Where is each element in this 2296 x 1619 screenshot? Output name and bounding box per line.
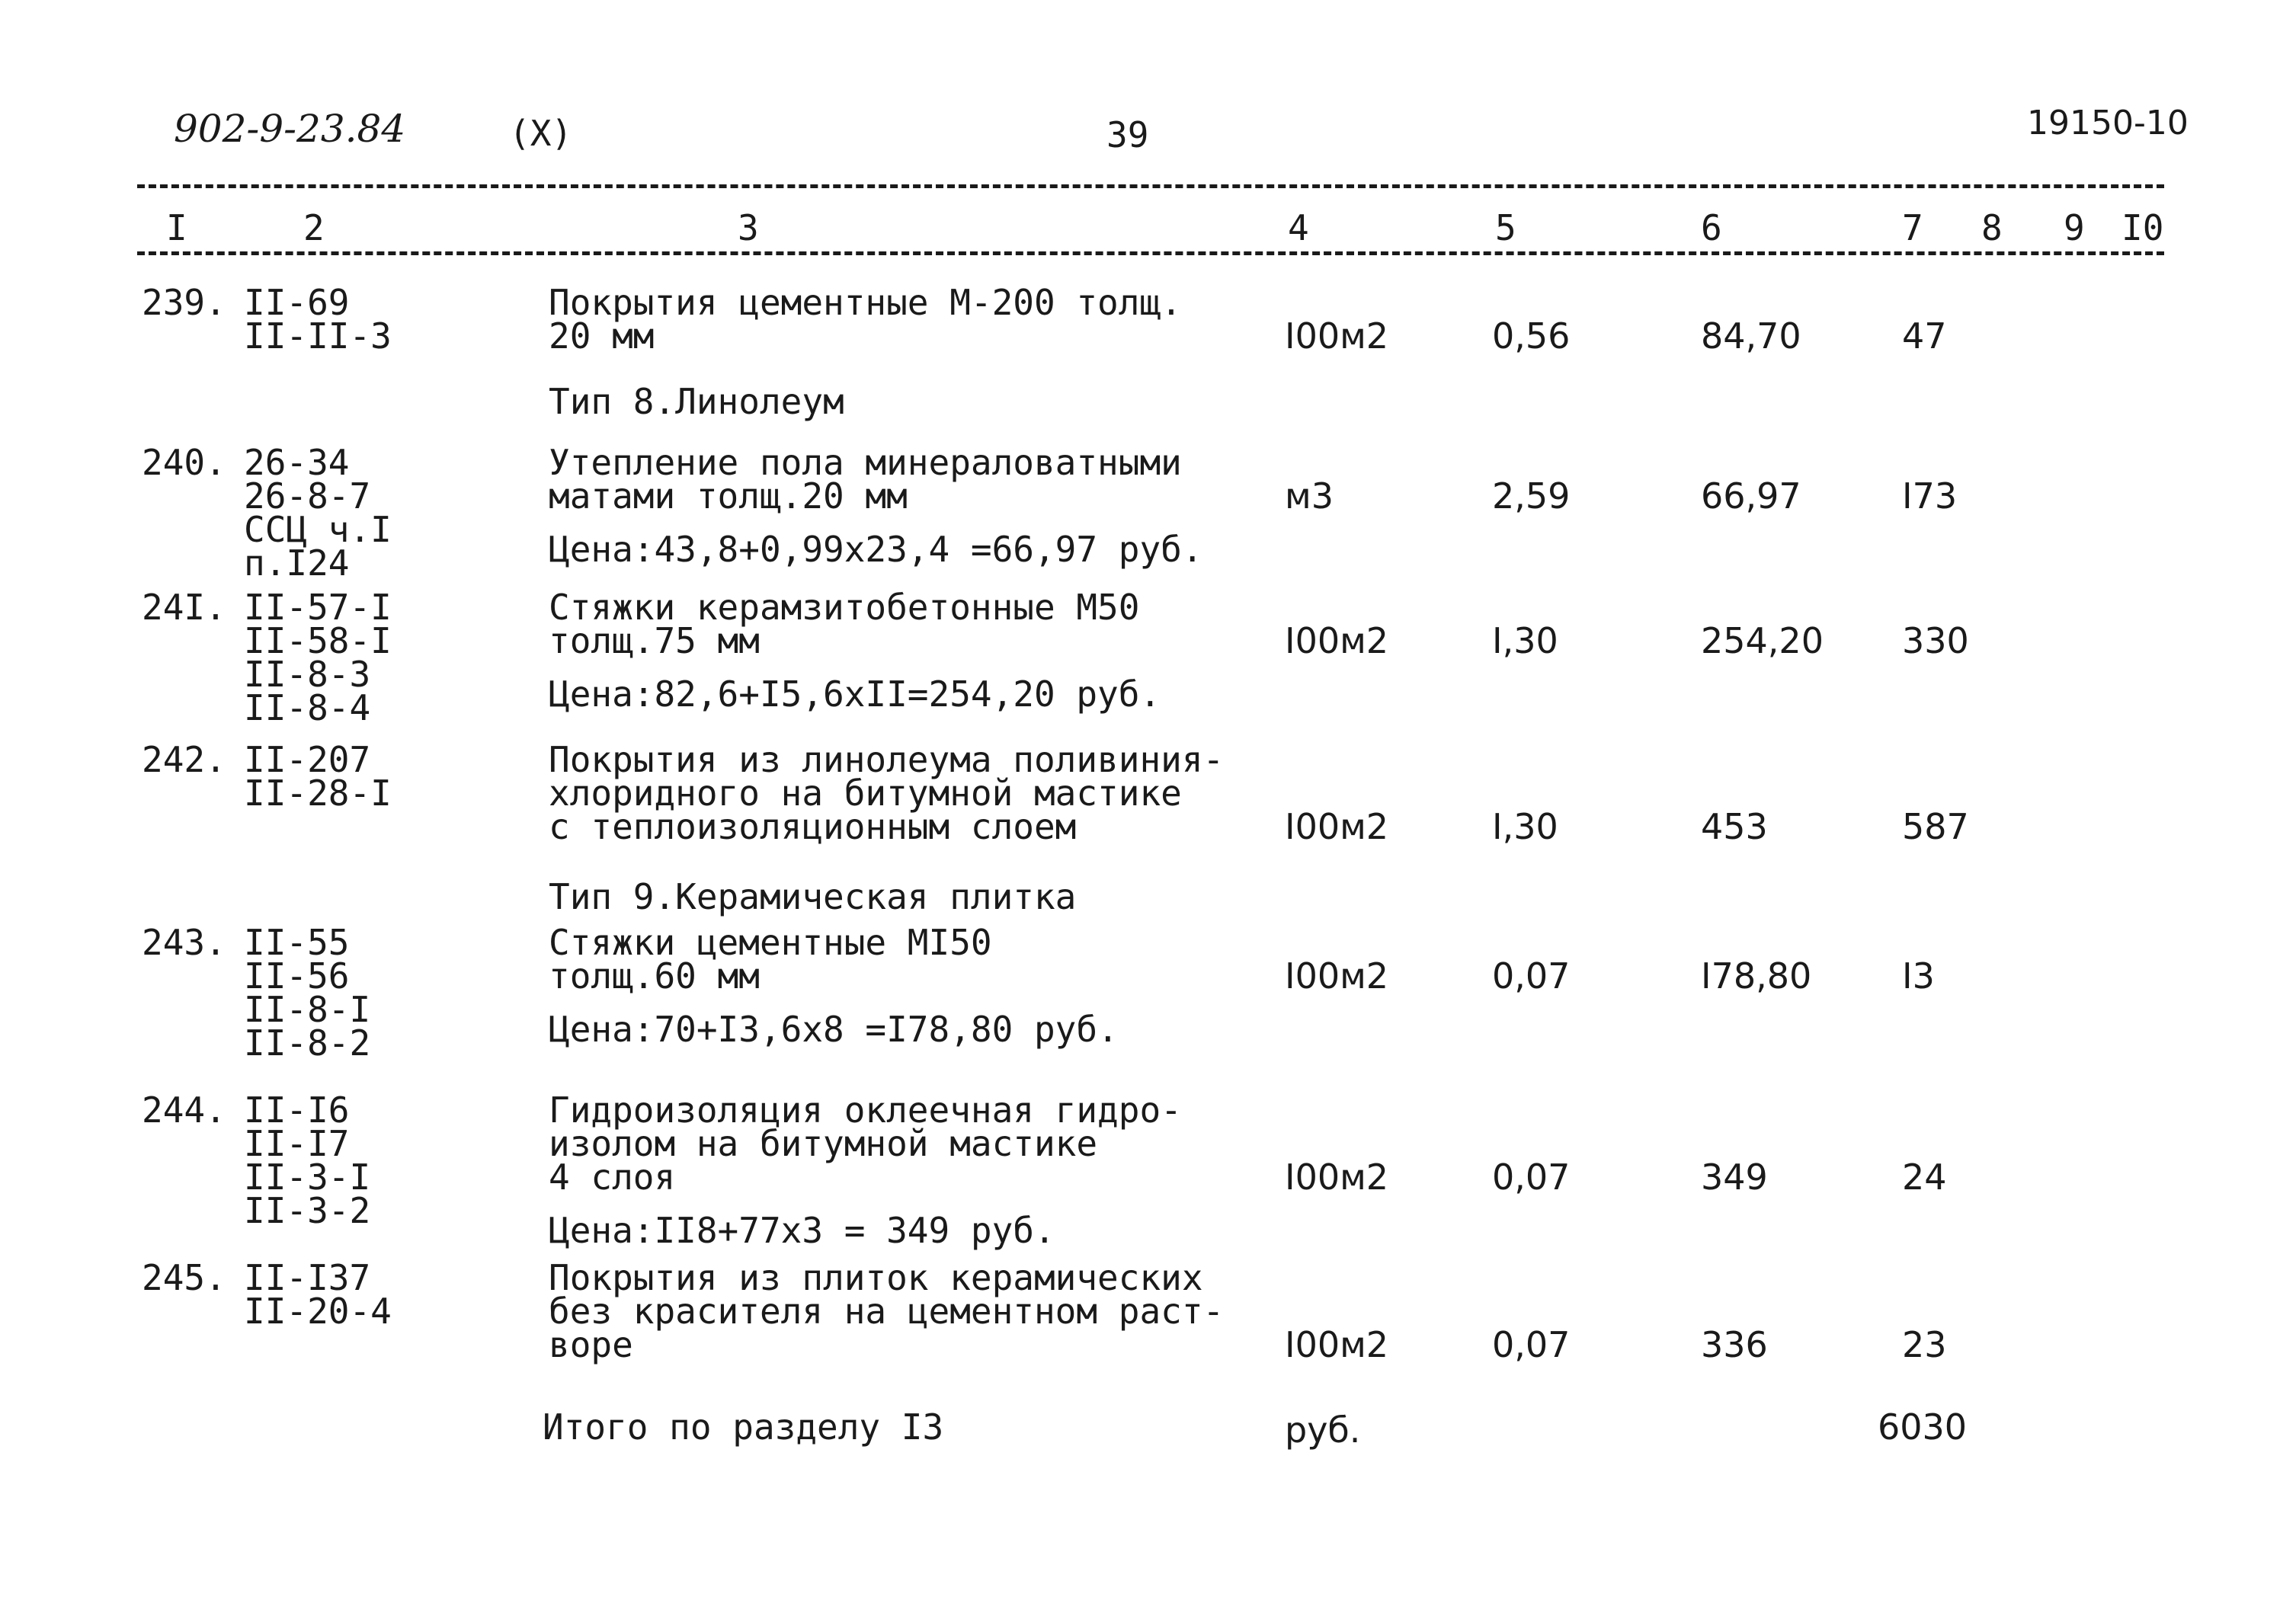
unit-price: 349	[1701, 1157, 1768, 1198]
norm-code: II-28-I	[244, 773, 392, 814]
line-total: 47	[1902, 315, 1947, 357]
norm-code: 26-8-7	[244, 475, 371, 517]
norm-code: II-I37	[244, 1257, 371, 1298]
archive-number: 19150-10	[2027, 104, 2189, 142]
work-description: Стяжки керамзитобетонные М50	[549, 587, 1140, 628]
norm-code: II-8-3	[244, 654, 371, 695]
norm-code: II-3-I	[244, 1157, 371, 1198]
work-description: Гидроизоляция оклеечная гидро-	[549, 1089, 1182, 1131]
unit: I00м2	[1285, 1157, 1389, 1198]
column-number: 7	[1902, 207, 1923, 248]
norm-code: II-8-4	[244, 687, 371, 728]
work-description: Утепление пола минераловатными	[549, 442, 1182, 483]
section-mark: (X)	[509, 113, 573, 154]
unit-price: 84,70	[1701, 315, 1801, 357]
unit-price: 453	[1701, 806, 1768, 847]
section-title: Тип 8.Линолеум	[549, 381, 844, 422]
norm-code: II-8-2	[244, 1022, 371, 1064]
norm-code: II-8-I	[244, 989, 371, 1030]
line-total: 587	[1902, 806, 1969, 847]
column-number: 4	[1288, 207, 1309, 248]
line-total: 24	[1902, 1157, 1947, 1198]
work-description: изолом на битумной мастике	[549, 1123, 1098, 1164]
section-title: Тип 9.Керамическая плитка	[549, 876, 1077, 917]
item-number: 240.	[142, 442, 226, 483]
unit: м3	[1285, 475, 1334, 517]
item-number: 244.	[142, 1089, 226, 1131]
norm-code: II-207	[244, 739, 371, 780]
work-description: воре	[549, 1324, 633, 1365]
column-number: I0	[2121, 207, 2164, 248]
quantity: I,30	[1492, 806, 1558, 847]
quantity: 0,07	[1492, 1324, 1571, 1365]
column-number: 9	[2064, 207, 2085, 248]
norm-code: ССЦ ч.I	[244, 509, 392, 550]
unit-price: 336	[1701, 1324, 1768, 1365]
price-note: Цена:43,8+0,99х23,4 =66,97 руб.	[549, 529, 1203, 570]
item-number: 243.	[142, 922, 226, 963]
work-description: с теплоизоляционным слоем	[549, 806, 1077, 847]
norm-code: II-55	[244, 922, 350, 963]
section-total-label: Итого по разделу I3	[543, 1406, 944, 1448]
norm-code: II-II-3	[244, 315, 392, 357]
norm-code: II-I7	[244, 1123, 350, 1164]
quantity: 0,56	[1492, 315, 1571, 357]
quantity: I,30	[1492, 620, 1558, 661]
unit-price: 254,20	[1701, 620, 1824, 661]
unit: I00м2	[1285, 1324, 1389, 1365]
line-total: I3	[1902, 955, 1935, 997]
column-number: 5	[1495, 207, 1516, 248]
section-total-value: 6030	[1878, 1406, 1968, 1448]
item-number: 24I.	[142, 587, 226, 628]
item-number: 242.	[142, 739, 226, 780]
work-description: 4 слоя	[549, 1157, 676, 1198]
item-number: 239.	[142, 282, 226, 323]
column-number: I	[166, 207, 187, 248]
unit: I00м2	[1285, 315, 1389, 357]
work-description: хлоридного на битумной мастике	[549, 773, 1182, 814]
document-code: 902-9-23.84	[174, 107, 406, 151]
work-description: толщ.75 мм	[549, 620, 760, 661]
work-description: 20 мм	[549, 315, 655, 357]
norm-code: II-20-4	[244, 1291, 392, 1332]
unit: I00м2	[1285, 620, 1389, 661]
header-rule-bottom	[137, 251, 2164, 255]
item-number: 245.	[142, 1257, 226, 1298]
work-description: толщ.60 мм	[549, 955, 760, 997]
norm-code: II-57-I	[244, 587, 392, 628]
norm-code: II-56	[244, 955, 350, 997]
header-rule-top	[137, 184, 2164, 188]
work-description: без красителя на цементном раст-	[549, 1291, 1225, 1332]
unit-price: 66,97	[1701, 475, 1801, 517]
column-number: 8	[1981, 207, 2003, 248]
work-description: Стяжки цементные МI50	[549, 922, 992, 963]
unit-price: I78,80	[1701, 955, 1812, 997]
norm-code: II-58-I	[244, 620, 392, 661]
quantity: 0,07	[1492, 955, 1571, 997]
norm-code: 26-34	[244, 442, 350, 483]
work-description: матами толщ.20 мм	[549, 475, 908, 517]
section-total-unit: руб.	[1285, 1409, 1361, 1451]
price-note: Цена:82,6+I5,6хII=254,20 руб.	[549, 674, 1161, 715]
unit: I00м2	[1285, 806, 1389, 847]
column-number: 6	[1701, 207, 1722, 248]
quantity: 2,59	[1492, 475, 1571, 517]
line-total: 23	[1902, 1324, 1947, 1365]
work-description: Покрытия из линолеума поливиния-	[549, 739, 1225, 780]
norm-code: II-3-2	[244, 1190, 371, 1231]
price-note: Цена:70+I3,6х8 =I78,80 руб.	[549, 1009, 1119, 1050]
line-total: 330	[1902, 620, 1969, 661]
column-number: 3	[738, 207, 759, 248]
line-total: I73	[1902, 475, 1958, 517]
quantity: 0,07	[1492, 1157, 1571, 1198]
price-note: Цена:II8+77х3 = 349 руб.	[549, 1210, 1055, 1251]
work-description: Покрытия из плиток керамических	[549, 1257, 1203, 1298]
column-number: 2	[303, 207, 325, 248]
norm-code: II-I6	[244, 1089, 350, 1131]
unit: I00м2	[1285, 955, 1389, 997]
page-number: 39	[1106, 114, 1149, 155]
work-description: Покрытия цементные М-200 толщ.	[549, 282, 1182, 323]
norm-code: II-69	[244, 282, 350, 323]
norm-code: п.I24	[244, 542, 350, 584]
